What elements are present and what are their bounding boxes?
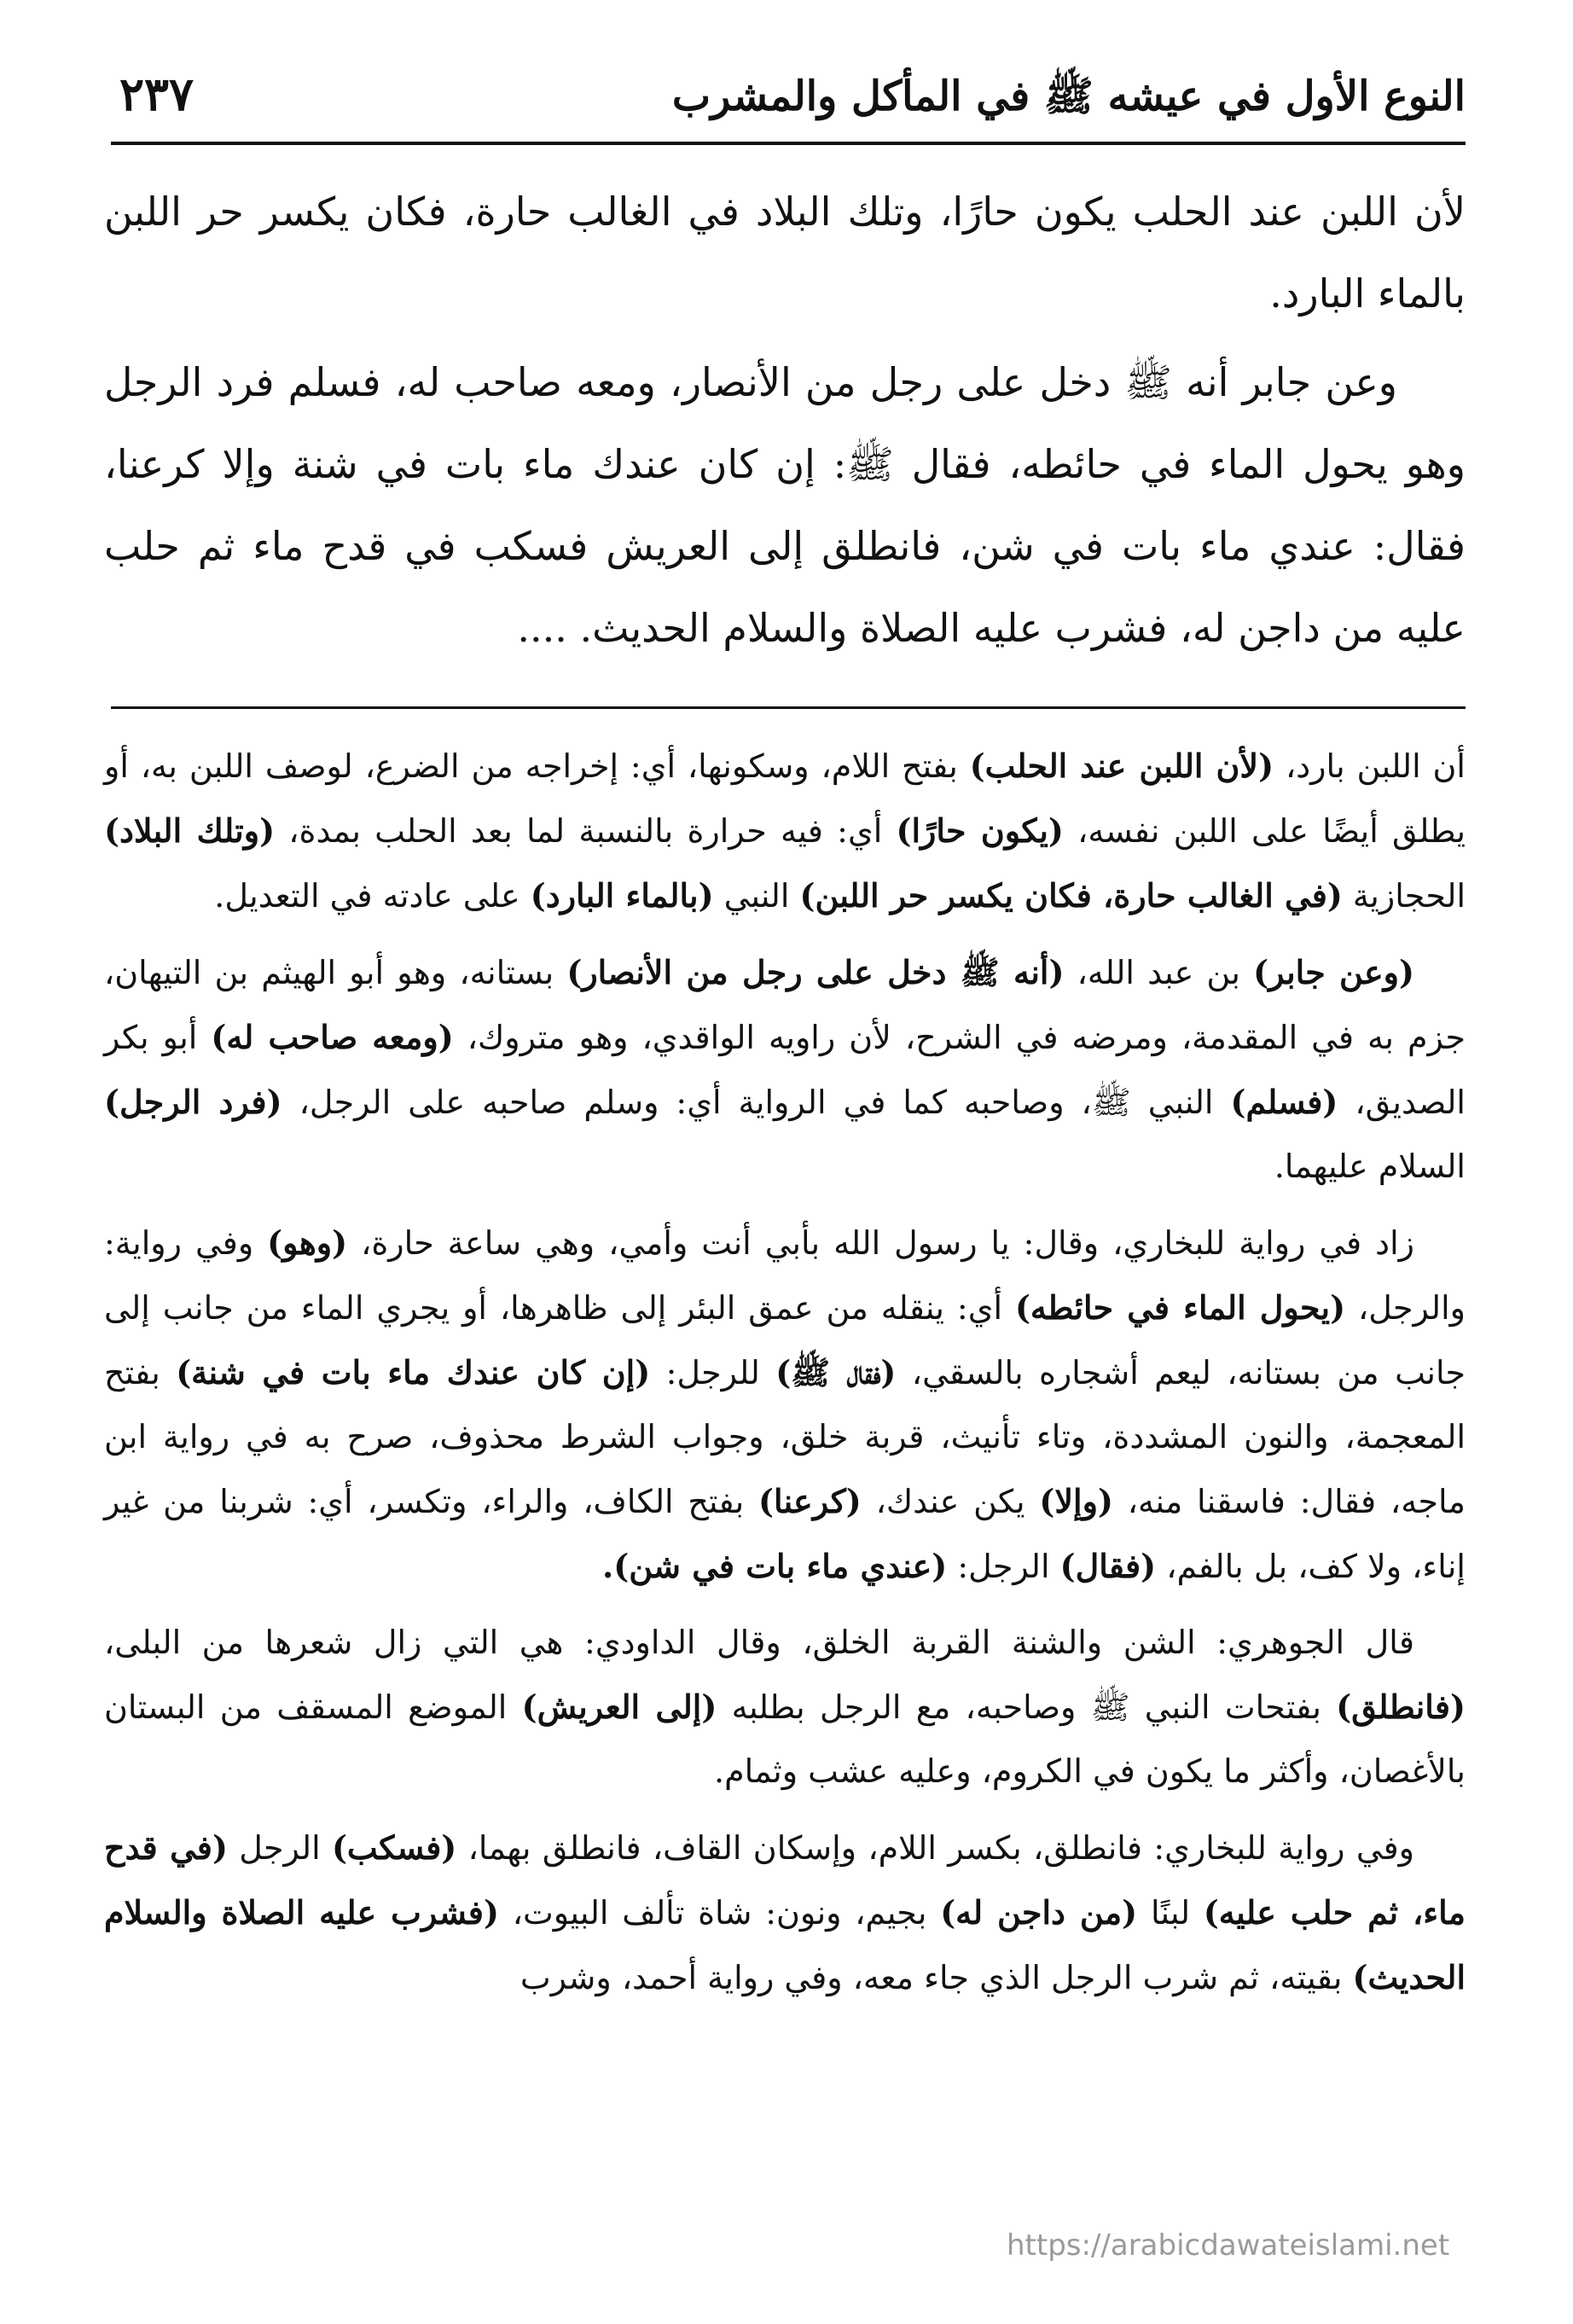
commentary-text: على عادته في التعديل. xyxy=(214,877,531,915)
quoted-phrase: (بالماء البارد) xyxy=(530,876,714,915)
commentary xyxy=(104,734,1466,2022)
quoted-phrase: (عندي ماء بات في شن). xyxy=(602,1547,948,1585)
commentary-text: بستانه، وهو أبو الهيثم بن التيهان، جزم به في المقدمة، ومرضه في الشرح، لأن راويه الواقدي، وهو متروك، xyxy=(104,954,1466,1056)
watermark-url: https://arabicdawateislami.net xyxy=(1007,2228,1450,2263)
commentary-paragraph-1 xyxy=(104,734,1466,928)
commentary-text: الحجازية xyxy=(1342,877,1466,915)
commentary-text: السلام عليهما. xyxy=(1274,1147,1466,1185)
commentary-text: أي: فيه حرارة بالنسبة لما بعد الحلب بمدة، xyxy=(275,812,897,850)
main-text-paragraph-2: وعن جابر أنه ﷺ دخل على رجل من الأنصار، ومعه صاحب له، فسلم فرد الرجل وهو يحول الماء في حائطه، فقال ﷺ: إن كان عندك ماء بات في شنة وإلا كرعنا، فقال: عندي ماء بات في شن، فانطلق إلى العريش فسكب في قدح ماء ثم حلب عليه من داجن له، فشرب عليه الصلاة والسلام الحديث. .... xyxy=(104,359,1466,651)
quoted-phrase: (وتلك البلاد) xyxy=(104,811,276,850)
quoted-phrase: (فرد الرجل) xyxy=(104,1083,282,1121)
main-text xyxy=(104,171,1466,676)
commentary-text: بقيته، ثم شرب الرجل الذي جاء معه، وفي رواية أحمد، وشرب xyxy=(519,1959,1353,1996)
quoted-phrase: (فقال ﷺ) xyxy=(775,1353,897,1391)
quoted-phrase: (في الغالب حارة، فكان يكسر حر اللبن) xyxy=(799,876,1343,915)
commentary-text: زاد في رواية للبخاري، وقال: يا رسول الله بأبي أنت وأمي، وهي ساعة حارة، xyxy=(347,1224,1414,1262)
quoted-phrase: (وهو) xyxy=(267,1223,348,1262)
quoted-phrase: (يكون حارًا) xyxy=(896,811,1064,850)
commentary-text: يكن عندك، xyxy=(861,1483,1040,1520)
quoted-phrase: (لأن اللبن عند الحلب) xyxy=(969,747,1274,785)
main-text-paragraph-1: لأن اللبن عند الحلب يكون حارًا، وتلك البلاد في الغالب حارة، فكان يكسر حر اللبن بالماء البارد. xyxy=(104,189,1466,317)
quoted-phrase: (فقال) xyxy=(1059,1547,1157,1585)
commentary-text: بفتح الكاف، والراء، وتكسر، أي: شربنا من غير إناء، ولا كف، بل بالفم، xyxy=(104,1483,1466,1585)
header-title: النوع الأول في عيشه ﷺ في المأكل والمشرب xyxy=(671,73,1466,120)
quoted-phrase: (وإلا) xyxy=(1039,1482,1113,1520)
quoted-phrase: (أنه ﷺ دخل على رجل من الأنصار) xyxy=(566,953,1065,991)
commentary-text: النبي xyxy=(713,877,800,915)
commentary-text: لبنًا xyxy=(1137,1894,1204,1932)
commentary-text: بن عبد الله، xyxy=(1064,954,1254,991)
quoted-phrase: (من داجن له) xyxy=(940,1893,1138,1932)
running-header xyxy=(111,67,1466,143)
header-rule xyxy=(111,142,1466,145)
commentary-text: وفي رواية: والرجل، xyxy=(104,1224,1466,1327)
quoted-phrase: (إن كان عندك ماء بات في شنة) xyxy=(176,1353,651,1391)
commentary-text: بفتح المعجمة، والنون المشددة، وتاء تأنيث، قربة خلق، وجواب الشرط محذوف، صرح به في رواية ابن ماجه، فقال: فاسقنا منه، xyxy=(104,1354,1466,1520)
commentary-text: الموضع المسقف من البستان بالأغصان، وأكثر ما يكون في الكروم، وعليه عشب وثمام. xyxy=(104,1688,1466,1790)
commentary-text: أبو بكر الصديق، xyxy=(104,1019,1466,1121)
commentary-divider xyxy=(111,706,1466,709)
quoted-phrase: (فسكب) xyxy=(331,1828,457,1867)
commentary-text: النبي ﷺ، وصاحبه كما في الرواية أي: وسلم صاحبه على الرجل، xyxy=(282,1084,1231,1121)
commentary-text: بجيم، ونون: شاة تألف البيوت، xyxy=(498,1894,941,1932)
commentary-text: الرجل: xyxy=(947,1548,1060,1585)
commentary-paragraph-4 xyxy=(104,1611,1466,1804)
quoted-phrase: (في قدح ماء، ثم حلب عليه) xyxy=(104,1828,1466,1932)
commentary-paragraph-3 xyxy=(104,1211,1466,1599)
commentary-text: بفتح اللام، وسكونها، أي: إخراجه من الضرع، لوصف اللبن به، أو يطلق أيضًا على اللبن نفسه، xyxy=(104,747,1466,850)
quoted-phrase: (وعن جابر) xyxy=(1253,953,1414,991)
commentary-paragraph-2 xyxy=(104,940,1466,1199)
page-number: ٢٣٧ xyxy=(119,67,194,121)
commentary-paragraph-5 xyxy=(104,1816,1466,2010)
quoted-phrase: (إلى العريش) xyxy=(521,1688,717,1726)
commentary-text: الرجل xyxy=(227,1829,332,1867)
commentary-text: قال الجوهري: الشن والشنة القربة الخلق، وقال الداودي: هي التي زال شعرها من البلى، xyxy=(104,1624,1414,1661)
commentary-text: بفتحات النبي ﷺ وصاحبه، مع الرجل بطلبه xyxy=(717,1688,1337,1726)
quoted-phrase: (فانطلق) xyxy=(1336,1688,1466,1726)
commentary-text: أي: ينقله من عمق البئر إلى ظاهرها، أو يجري الماء من جانب إلى جانب من بستانه، ليعم أشجاره بالسقي، xyxy=(104,1289,1466,1391)
quoted-phrase: (كرعنا) xyxy=(758,1482,862,1520)
quoted-phrase: (فشرب عليه الصلاة والسلام الحديث) xyxy=(104,1893,1466,1996)
commentary-text: وفي رواية للبخاري: فانطلق، بكسر اللام، وإسكان القاف، فانطلق بهما، xyxy=(456,1829,1415,1867)
commentary-text: للرجل: xyxy=(650,1354,776,1391)
quoted-phrase: (يحول الماء في حائطه) xyxy=(1014,1288,1346,1327)
quoted-phrase: (فسلم) xyxy=(1230,1083,1338,1121)
quoted-phrase: (ومعه صاحب له) xyxy=(211,1018,454,1056)
commentary-text: أن اللبن بارد، xyxy=(1274,747,1466,785)
